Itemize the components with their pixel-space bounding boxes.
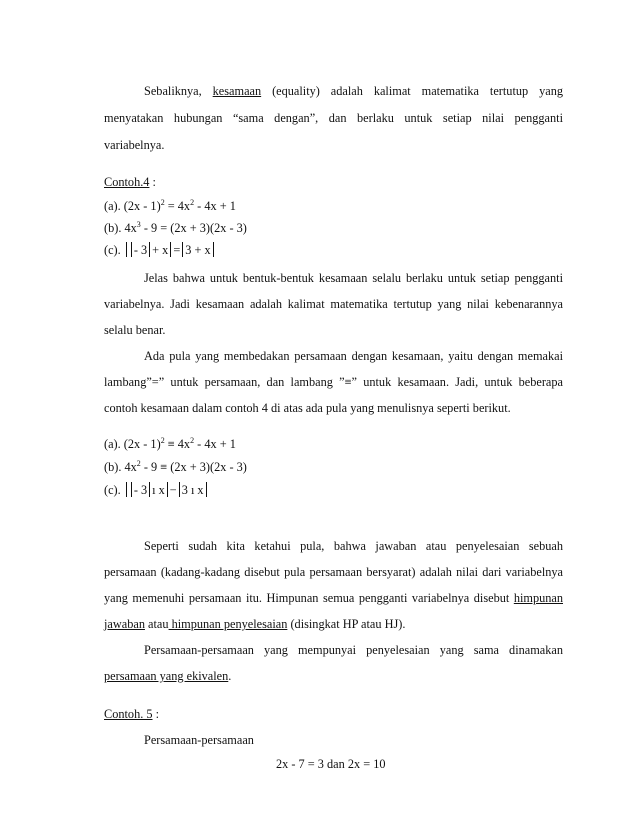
- term-himpunan: himpunan: [513, 591, 563, 605]
- contoh5-heading: Contoh. 5 :: [104, 707, 160, 721]
- p3-line2: lambang”=” untuk persamaan, dan lambang ”≡” untuk kesamaan. Jadi, untuk beberapa: [104, 375, 563, 389]
- contoh5-equation: 2x - 7 = 3 dan 2x = 10: [276, 757, 386, 771]
- contoh4b-c: (c). - 3 ı x − 3 ı x: [104, 482, 209, 498]
- p3-line3: contoh kesamaan dalam contoh 4 di atas ada pula yang menulisnya seperti berikut.: [104, 401, 511, 415]
- contoh4b-a: (a). $(2x - 1)^2 \equiv 4x^2 - 4x + 1$: [104, 435, 236, 451]
- contoh4-b: (b). $4x^3 - 9 = (2x + 3)(2x - 3)$: [104, 219, 247, 235]
- p2-line1: Jelas bahwa untuk bentuk-bentuk kesamaan selalu berlaku untuk setiap pengganti: [144, 271, 563, 285]
- p5-line1: Persamaan-persamaan yang mempunyai penyelesaian yang sama dinamakan: [144, 643, 563, 657]
- p5-line2: persamaan yang ekivalen.: [104, 669, 232, 683]
- p4-line4: jawaban atau himpunan penyelesaian (disingkat HP atau HJ).: [104, 617, 406, 631]
- p1-line1: Sebaliknya, kesamaan (equality) adalah kalimat matematika tertutup yang: [144, 84, 563, 98]
- p4-line2: persamaan (kadang-kadang disebut pula persamaan bersyarat) adalah nilai dari variabelnya: [104, 565, 563, 579]
- term-jawaban: jawaban: [104, 617, 145, 631]
- contoh4-a: (a). $(2x - 1)^2 = 4x^2 - 4x + 1$: [104, 197, 236, 213]
- p2-line3: selalu benar.: [104, 323, 166, 337]
- contoh5-intro: Persamaan-persamaan: [144, 733, 254, 747]
- p1-line3: variabelnya.: [104, 138, 165, 152]
- p4-line1: Seperti sudah kita ketahui pula, bahwa jawaban atau penyelesaian sebuah: [144, 539, 563, 553]
- p2-line2: variabelnya. Jadi kesamaan adalah kalimat matematika tertutup yang nilai kebenarannya: [104, 297, 563, 311]
- term-himpunan-penyelesaian: himpunan penyelesaian: [168, 617, 288, 631]
- p4-line3: yang memenuhi persamaan itu. Himpunan semua pengganti variabelnya disebut himpunan: [104, 591, 563, 605]
- term-kesamaan: kesamaan: [212, 84, 262, 98]
- contoh4b-b: (b). $4x^2 - 9 \equiv (2x + 3)(2x - 3)$: [104, 458, 247, 474]
- contoh4-heading: Contoh.4 :: [104, 175, 156, 189]
- p1-line2: menyatakan hubungan “sama dengan”, dan berlaku untuk setiap nilai pengganti: [104, 111, 563, 125]
- p3-line1: Ada pula yang membedakan persamaan dengan kesamaan, yaitu dengan memakai: [144, 349, 563, 363]
- contoh4-c: (c). - 3 + x = 3 + x: [104, 242, 216, 258]
- term-persamaan-ekivalen: persamaan yang ekivalen: [104, 669, 229, 683]
